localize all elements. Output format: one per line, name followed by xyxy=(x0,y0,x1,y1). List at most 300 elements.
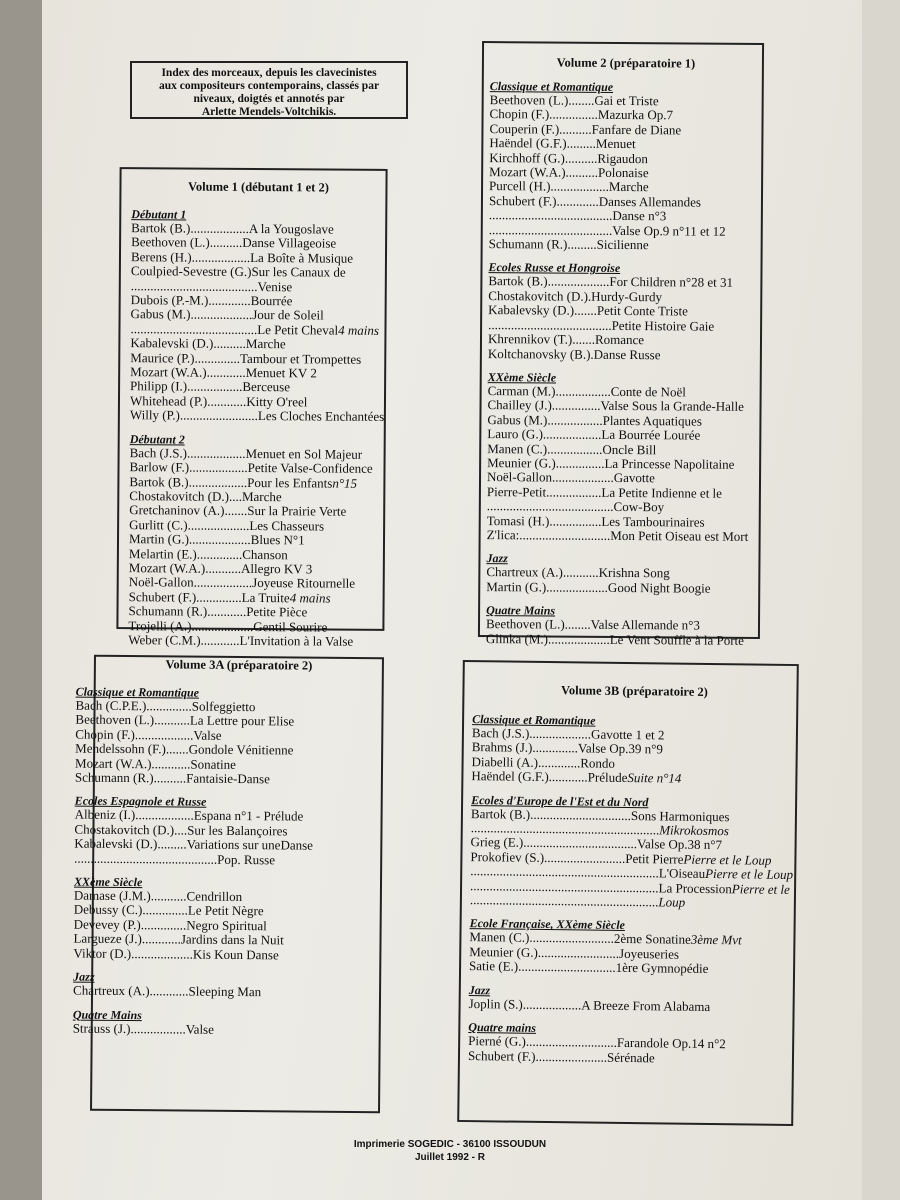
leader-dots: ............. xyxy=(556,193,599,209)
piece-title: Pop. Russe xyxy=(217,851,276,867)
piece-title: Jardins dans la Nuit xyxy=(180,931,284,948)
leader-dots: ................... xyxy=(190,307,253,323)
piece-title: Allegro KV 3 xyxy=(240,560,313,577)
piece-title: Variations sur uneDanse xyxy=(186,836,314,853)
piece-title: La Petite Indienne et le xyxy=(601,484,723,501)
composer-name: Bartok (B.) xyxy=(470,805,531,822)
piece-title: A la Yougoslave xyxy=(248,220,334,237)
piece-title: Conte de Noël xyxy=(610,383,686,400)
composer-name: Martin (G.) xyxy=(486,578,547,595)
intro-line: niveaux, doigtés et annotés par xyxy=(193,93,345,105)
section-heading: Ecoles d'Europe de l'Est et du Nord xyxy=(471,792,649,809)
piece-title: Negro Spiritual xyxy=(186,917,267,934)
volume-sections xyxy=(73,686,382,1039)
composer-name: Beethoven (L.) xyxy=(485,616,565,632)
piece-title: Fanfare de Diane xyxy=(591,121,682,138)
leader-dots: ................. xyxy=(546,484,602,500)
composer-name: Mendelssohn (F.) xyxy=(75,740,166,757)
composer-name: Noël-Gallon xyxy=(128,574,194,590)
piece-title: Petit Pierre xyxy=(625,850,684,867)
composer-name: Mozart (W.A.) xyxy=(130,364,207,380)
composer-name: Kirchhoff (G.) xyxy=(489,149,565,166)
piece-title: Sur les Canaux de xyxy=(251,264,346,280)
leader-dots: ............ xyxy=(206,364,246,381)
leader-dots: .................. xyxy=(188,474,248,490)
volume-title: Volume 3A (préparatoire 2) xyxy=(165,657,313,673)
piece-title: La Procession xyxy=(658,880,732,896)
composer-name: Philipp (I.) xyxy=(130,378,188,395)
piece-title: L'Oiseau xyxy=(658,865,706,882)
composer-name: Bach (J.S.) xyxy=(129,444,188,461)
leader-dots: .............. xyxy=(142,902,188,919)
piece-note: Mikrokosmos xyxy=(659,822,729,839)
leader-dots: ............................................ xyxy=(74,850,218,867)
composer-name: Schumann (R.) xyxy=(74,769,154,786)
piece-title: Sonatine xyxy=(190,756,237,772)
piece-title: Menuet en Sol Majeur xyxy=(245,445,363,462)
composer-name: Pierné (G.) xyxy=(468,1033,527,1049)
leader-dots: ................. xyxy=(187,379,243,395)
leader-dots: ...................................... xyxy=(488,221,613,238)
composer-name: Kabalevsky (D.) xyxy=(488,302,575,318)
intro-line: Index des morceaux, depuis les clavecinistes xyxy=(161,67,377,79)
leader-dots: ................................... xyxy=(523,835,638,852)
leader-dots: .................. xyxy=(522,996,582,1013)
leader-dots: ............ xyxy=(141,931,181,947)
leader-dots: ................... xyxy=(187,517,250,533)
leader-dots: .............. xyxy=(196,546,243,562)
section-heading: Classique et Romantique xyxy=(472,712,596,728)
composer-name: Mozart (W.A.) xyxy=(128,560,206,576)
leader-dots: .............................. xyxy=(518,958,616,976)
piece-title: Sleeping Man xyxy=(188,983,262,1000)
piece-title: A Breeze From Alabama xyxy=(581,997,711,1014)
piece-title: Espana n°1 - Prélude xyxy=(193,808,304,825)
leader-dots: ................... xyxy=(191,618,254,634)
composer-name: Damase (J.M.) xyxy=(73,887,151,904)
piece-title: Sur la Prairie Verte xyxy=(247,503,347,519)
composer-name: Gabus (M.) xyxy=(487,411,548,428)
leader-dots: .......... xyxy=(209,235,243,251)
index-intro-box xyxy=(130,61,408,119)
composer-name: Schumann (R.) xyxy=(128,603,208,619)
piece-title: For Children n°28 et 31 xyxy=(609,274,734,291)
piece-title: Solfeggietto xyxy=(191,698,256,715)
index-entry xyxy=(73,946,379,963)
piece-title: Gentil Sourire xyxy=(253,618,328,635)
section-heading: XXème Siècle xyxy=(487,369,557,385)
index-entry xyxy=(73,1021,379,1038)
section-heading: XXème Siècle xyxy=(73,874,143,890)
piece-title: Menuet KV 2 xyxy=(245,365,317,381)
composer-name: Melartin (E.) xyxy=(128,545,197,562)
composer-name: Chostakovitch (D.) xyxy=(74,821,175,838)
leader-dots: .......... xyxy=(564,150,598,166)
piece-title: Marche xyxy=(241,488,282,505)
volume-3a-box xyxy=(72,655,384,1114)
composer-name: Viktor (D.) xyxy=(73,945,132,961)
piece-title: Mon Petit Oiseau est Mort xyxy=(610,527,749,544)
composer-name: Weber (C.M.) xyxy=(128,632,201,648)
composer-name: Bartok (B.) xyxy=(488,273,548,289)
leader-dots: .......................................................... xyxy=(470,820,660,838)
piece-title: Petite Histoire Gaie xyxy=(611,317,715,334)
section-heading: Classique et Romantique xyxy=(75,684,200,700)
piece-title: Valse Op.39 n°9 xyxy=(577,740,664,757)
volume-2-box xyxy=(478,41,764,648)
piece-title: Farandole Op.14 n°2 xyxy=(616,1034,726,1052)
piece-title: Sicilienne xyxy=(596,236,649,253)
piece-title: Danse Villageoise xyxy=(242,235,337,251)
leader-dots: .............. xyxy=(146,698,192,714)
leader-dots: ....................................... xyxy=(486,498,614,515)
leader-dots: ............................ xyxy=(519,527,611,543)
leader-dots: ................. xyxy=(555,383,611,399)
piece-title: Le Vent Souffle à la Porte xyxy=(609,631,745,648)
leader-dots: .......... xyxy=(153,770,187,786)
leader-dots: ............. xyxy=(208,292,251,309)
section-heading: Ecole Française, XXème Siècle xyxy=(469,916,626,933)
composer-name: Schubert (F.) xyxy=(467,1047,536,1064)
composer-name: Trojelli (A.) xyxy=(128,617,192,634)
composer-name: Albeniz (I.) xyxy=(74,807,136,823)
composer-name: Chopin (F.) xyxy=(489,106,550,122)
leader-dots: ................... xyxy=(547,273,610,290)
piece-title: Gondole Vénitienne xyxy=(188,741,294,758)
piece-title: Danse Russe xyxy=(593,346,661,362)
leader-dots: .................. xyxy=(135,807,194,824)
leader-dots: ......................... xyxy=(537,944,620,961)
piece-title: Romance xyxy=(594,331,645,348)
section-heading: Quatre Mains xyxy=(486,603,556,618)
index-entry xyxy=(468,1049,792,1067)
composer-name: Chartreux (A.) xyxy=(486,564,563,580)
leader-dots: ................... xyxy=(188,531,251,548)
printer-line: Imprimerie SOGEDIC - 36100 ISSOUDUN xyxy=(353,1139,547,1150)
intro-line: Arlette Mendels-Voltchikis. xyxy=(201,106,337,118)
piece-title: Hurdy-Gurdy xyxy=(591,288,663,305)
piece-title: Plantes Aquatiques xyxy=(602,412,702,429)
piece-note: 4 mains xyxy=(289,590,331,606)
leader-dots: ......... xyxy=(157,836,187,852)
composer-name: Z'lica: xyxy=(486,527,520,543)
volume-title: Volume 1 (débutant 1 et 2) xyxy=(187,179,329,195)
piece-note: 3ème Mvt xyxy=(690,932,742,948)
piece-title: Le Petit Nègre xyxy=(187,903,264,919)
leader-dots: ................... xyxy=(546,579,609,595)
piece-note: Loup xyxy=(658,894,686,910)
leader-dots: .......................................................... xyxy=(469,877,659,896)
piece-title: Kitty O'reel xyxy=(246,393,308,410)
leader-dots: ............... xyxy=(549,106,599,123)
composer-name: Mozart (W.A.) xyxy=(489,164,566,180)
composer-name: Chopin (F.) xyxy=(75,726,136,742)
leader-dots: ...................................... xyxy=(488,316,612,333)
piece-title: Sons Harmoniques xyxy=(630,807,730,824)
leader-dots: ....... xyxy=(572,331,596,347)
volume-sections xyxy=(486,80,762,648)
piece-title: Oncle Bill xyxy=(602,441,657,457)
index-entry xyxy=(489,237,761,253)
leader-dots: .... xyxy=(228,488,243,504)
composer-name: Mozart (W.A.) xyxy=(74,755,152,771)
piece-note: Pierre et le xyxy=(731,880,790,897)
leader-dots: ................. xyxy=(547,441,603,457)
piece-title: Danse n°3 xyxy=(612,208,667,224)
composer-name: Bartok (B.) xyxy=(129,473,189,490)
piece-title: Menuet xyxy=(595,136,636,152)
section-heading: Jazz xyxy=(486,551,508,566)
composer-name: Gurlitt (C.) xyxy=(129,516,188,533)
leader-dots: ........... xyxy=(154,712,190,728)
composer-name: Khrennikov (T.) xyxy=(487,331,573,347)
leader-dots: ........... xyxy=(562,564,599,581)
piece-title: Petit Conte Triste xyxy=(596,303,688,319)
composer-name: Schumann (R.) xyxy=(488,236,568,252)
piece-title: Bourrée xyxy=(250,293,293,309)
composer-name: Strauss (J.) xyxy=(72,1020,131,1036)
piece-title: Valse Allemande n°3 xyxy=(590,616,700,633)
leader-dots: ................. xyxy=(547,412,603,428)
leader-dots: .............. xyxy=(140,917,187,933)
piece-title: Danses Allemandes xyxy=(598,193,702,210)
leader-dots: .................. xyxy=(542,426,602,442)
leader-dots: ............................... xyxy=(530,806,632,823)
leader-dots: .......................................................... xyxy=(469,892,659,910)
composer-name: Satie (E.) xyxy=(469,958,519,974)
leader-dots: ............. xyxy=(537,754,581,771)
composer-name: Chostakovitch (D.) xyxy=(488,287,589,304)
leader-dots: .................. xyxy=(193,574,253,591)
piece-title: 2ème Sonatine xyxy=(613,931,691,948)
leader-dots: ........ xyxy=(568,92,595,108)
volume-sections xyxy=(128,208,385,649)
leader-dots: ........ xyxy=(564,616,591,632)
leader-dots: ....................................... xyxy=(130,277,258,294)
composer-name: Kabalevski (D.) xyxy=(130,335,214,351)
leader-dots: ................. xyxy=(130,1020,186,1037)
piece-note: Suite n°14 xyxy=(627,770,682,786)
leader-dots: .................. xyxy=(189,459,248,476)
piece-title: Gai et Triste xyxy=(594,92,659,109)
piece-title: Prélude xyxy=(587,769,628,786)
composer-name: Koltchanovsky (B.) xyxy=(487,345,591,362)
section-heading: Jazz xyxy=(73,969,95,984)
composer-name: Beethoven (L.) xyxy=(489,92,569,108)
piece-title: Tambour et Trompettes xyxy=(239,350,362,367)
leader-dots: ............ xyxy=(207,603,247,620)
piece-title: Les Chasseurs xyxy=(249,517,325,534)
composer-name: Dubois (P.-M.) xyxy=(130,292,209,308)
leader-dots: ...................... xyxy=(535,1048,608,1065)
piece-title: Krishna Song xyxy=(598,565,670,581)
piece-title: La Truite xyxy=(241,589,290,606)
index-entry xyxy=(486,580,758,596)
intro-line: aux compositeurs contemporains, classés par xyxy=(158,80,380,92)
composer-name: Joplin (S.) xyxy=(468,995,523,1012)
leader-dots: ................... xyxy=(131,945,193,962)
next-page-edge xyxy=(862,0,900,1200)
leader-dots: . xyxy=(587,288,592,304)
leader-dots: .... xyxy=(174,822,188,838)
composer-name: Coulpied-Sevestre (G.) xyxy=(130,263,252,280)
piece-title: La Lettre pour Elise xyxy=(189,712,295,729)
piece-title: Good Night Boogie xyxy=(607,579,711,596)
piece-title: La Princesse Napolitaine xyxy=(604,455,735,472)
section-heading: Débutant 1 xyxy=(131,207,187,222)
leader-dots: .................. xyxy=(186,445,246,461)
composer-name: Schubert (F.) xyxy=(488,192,557,209)
composer-name: Noël-Gallon xyxy=(486,469,553,485)
composer-name: Barlow (F.) xyxy=(129,459,190,475)
piece-note: Pierre et le Loup xyxy=(705,866,794,883)
piece-title: Valse xyxy=(185,1021,215,1037)
piece-title: La Bourrée Lourée xyxy=(601,426,701,443)
leader-dots: .................. xyxy=(550,178,609,195)
index-entry xyxy=(486,632,758,648)
leader-dots: .................. xyxy=(191,249,251,265)
leader-dots: ........... xyxy=(150,888,187,904)
leader-dots: ................... xyxy=(547,631,610,647)
piece-title: Gavotte 1 et 2 xyxy=(591,726,665,743)
composer-name: Couperin (F.) xyxy=(489,120,560,137)
composer-name: Brahms (J.) xyxy=(471,739,533,756)
composer-name: Chostakovitch (D.) xyxy=(129,488,230,504)
composer-name: Bach (C.P.E.) xyxy=(75,697,147,714)
composer-name: Diabelli (A.) xyxy=(471,753,539,770)
composer-name: Gabus (M.) xyxy=(130,306,191,323)
leader-dots: .......................................................... xyxy=(470,863,659,881)
leader-dots: ................ xyxy=(549,513,602,529)
composer-name: Meunier (G.) xyxy=(469,943,538,960)
composer-name: Debussy (C.) xyxy=(73,902,143,918)
piece-title: La Boîte à Musique xyxy=(250,249,354,266)
section-heading: Ecoles Russe et Hongroise xyxy=(488,260,621,276)
leader-dots: .............. xyxy=(194,350,241,366)
leader-dots: ...................................... xyxy=(488,207,613,224)
leader-dots: ............ xyxy=(200,632,240,648)
index-entry xyxy=(128,633,382,649)
composer-name: Haëndel (G.F.) xyxy=(471,768,549,785)
composer-name: Beethoven (L.) xyxy=(75,711,155,728)
composer-name: Whitehead (P.) xyxy=(129,393,208,409)
composer-name: Carman (M.) xyxy=(487,382,556,399)
piece-title: Berceuse xyxy=(242,379,291,395)
piece-title: Rigaudon xyxy=(597,150,648,166)
leader-dots: ............... xyxy=(551,397,601,414)
leader-dots: .............. xyxy=(196,589,242,605)
index-entry xyxy=(73,984,379,1001)
volume-title: Volume 2 (préparatoire 1) xyxy=(556,55,696,71)
leader-dots: ........................ xyxy=(179,407,258,424)
volume-1-box xyxy=(116,167,387,649)
composer-name: Berens (H.) xyxy=(130,248,192,265)
piece-title: Marche xyxy=(608,179,649,195)
composer-name: Kabalevski (D.) xyxy=(74,835,158,852)
composer-name: Purcell (H.) xyxy=(489,178,551,194)
section-heading: Classique et Romantique xyxy=(489,79,614,94)
composer-name: Gretchaninov (A.) xyxy=(129,502,225,519)
piece-title: Chanson xyxy=(242,546,288,562)
composer-name: Bartok (B.) xyxy=(131,220,191,236)
composer-name: Devevey (P.) xyxy=(73,916,141,933)
piece-title: Sérénade xyxy=(606,1049,655,1065)
composer-name: Willy (P.) xyxy=(129,407,180,423)
piece-title: Marche xyxy=(245,336,286,352)
piece-title: Cow-Boy xyxy=(613,499,665,515)
piece-title: Kis Koun Danse xyxy=(192,946,279,963)
piece-title: Valse Op.38 n°7 xyxy=(636,836,723,853)
composer-name: Largueze (J.) xyxy=(73,930,142,947)
composer-name: Lauro (G.) xyxy=(487,426,543,442)
piece-title: Fantaisie-Danse xyxy=(186,770,270,787)
index-entry xyxy=(487,528,759,544)
piece-title: L'Invitation à la Valse xyxy=(239,632,354,649)
leader-dots: .................. xyxy=(134,726,194,743)
piece-title: Mazurka Op.7 xyxy=(597,107,674,123)
section-heading: Jazz xyxy=(468,982,491,998)
piece-title: Les Cloches Enchantées xyxy=(257,408,385,425)
leader-dots: ............ xyxy=(207,393,247,409)
piece-title: Cendrillon xyxy=(186,888,243,905)
leader-dots: ......... xyxy=(566,135,596,152)
piece-title: Valse Sous la Grande-Halle xyxy=(600,398,744,415)
piece-title: Jour de Soleil xyxy=(252,307,324,323)
leader-dots: ............... xyxy=(555,455,605,471)
leader-dots: .............. xyxy=(532,740,579,756)
index-entry xyxy=(488,347,760,363)
section-heading: Ecoles Espagnole et Russe xyxy=(74,794,207,810)
composer-name: Schubert (F.) xyxy=(128,588,197,605)
piece-title: Valse xyxy=(193,727,222,743)
composer-name: Haëndel (G.F.) xyxy=(489,135,567,151)
leader-dots: ............ xyxy=(149,983,189,999)
piece-title: Rondo xyxy=(580,755,616,771)
piece-title: Pour les Enfants xyxy=(247,474,333,491)
piece-title: Sur les Balançoires xyxy=(187,822,288,839)
composer-name: Prokofiev (S.) xyxy=(470,848,545,865)
composer-name: Tomasi (H.) xyxy=(486,512,550,529)
composer-name: Beethoven (L.) xyxy=(131,234,210,251)
volume-title: Volume 3B (préparatoire 2) xyxy=(560,683,708,699)
leader-dots: .......... xyxy=(559,121,592,137)
piece-note: Pierre et le Loup xyxy=(683,851,772,868)
composer-name: Manen (C.) xyxy=(469,929,530,946)
piece-title: Petite Valse-Confidence xyxy=(247,460,373,476)
leader-dots: .................. xyxy=(190,220,249,236)
leader-dots: ........... xyxy=(205,560,242,576)
leader-dots: ............................ xyxy=(525,1033,618,1050)
leader-dots: .......................... xyxy=(529,930,614,947)
index-entry xyxy=(130,408,384,424)
index-entry xyxy=(75,771,381,788)
volume-sections xyxy=(468,713,796,1067)
piece-title: Joyeuse Ritournelle xyxy=(252,575,356,592)
section-heading: Quatre Mains xyxy=(72,1007,142,1022)
leader-dots: ....... xyxy=(165,741,189,757)
composer-name: Bach (J.S.) xyxy=(471,725,530,741)
piece-title: Valse Op.9 n°11 et 12 xyxy=(612,222,726,239)
composer-name: Grieg (E.) xyxy=(470,834,524,851)
leader-dots: . xyxy=(590,346,594,362)
composer-name: Manen (C.) xyxy=(487,440,548,457)
section-heading: Quatre mains xyxy=(468,1020,537,1035)
leader-dots: ......................... xyxy=(544,849,626,866)
leader-dots: .......... xyxy=(565,164,599,180)
composer-name: Pierre-Petit xyxy=(486,483,547,500)
index-entry xyxy=(74,851,380,868)
piece-title: Petite Pièce xyxy=(246,604,308,620)
